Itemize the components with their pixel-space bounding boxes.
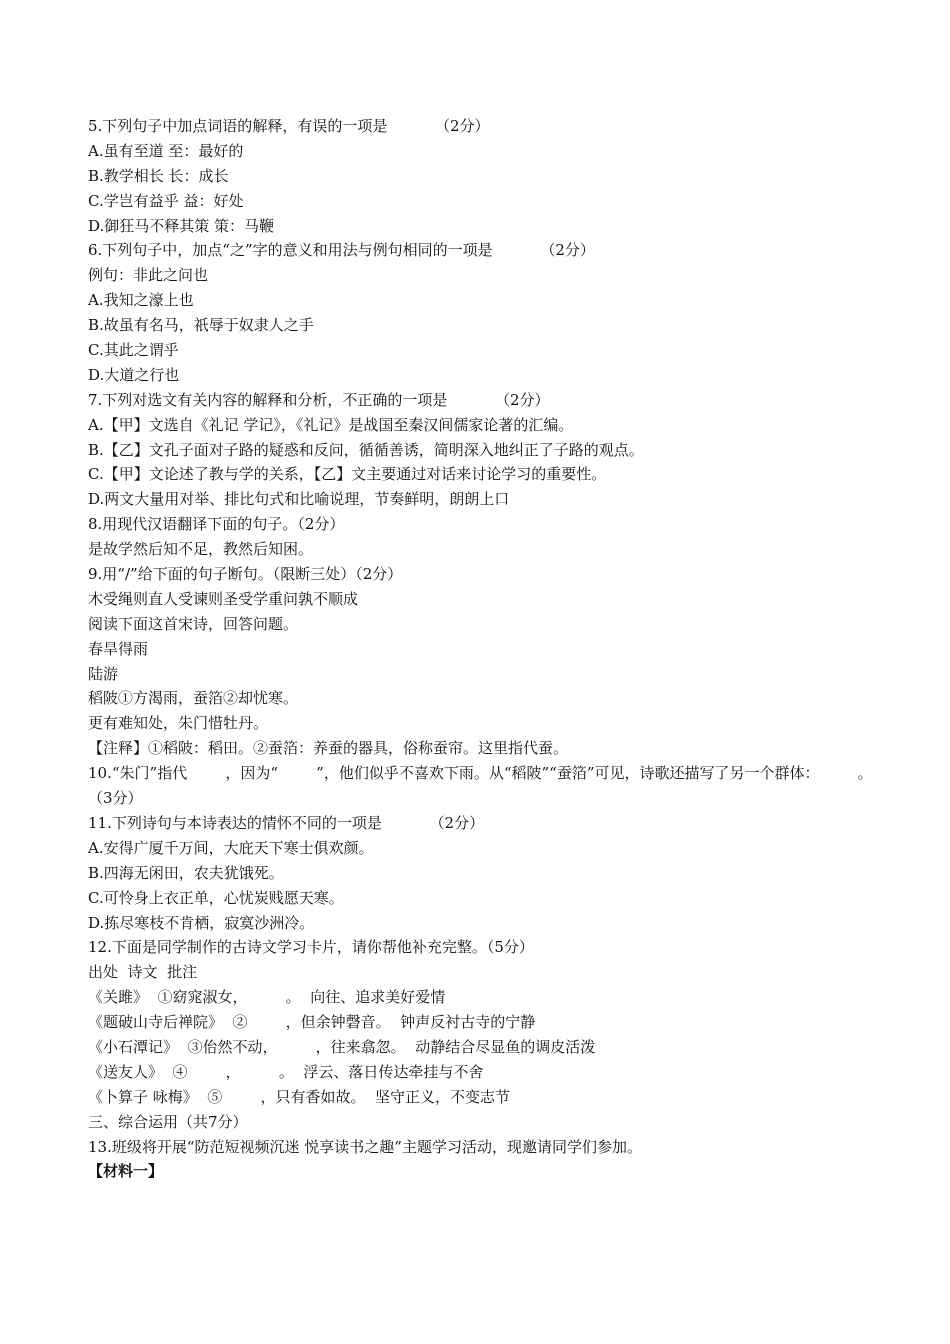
q6-option-a: A.我知之濠上也 (88, 291, 194, 310)
q6-option-d: D.大道之行也 (88, 365, 180, 384)
q6-option-c: C.其此之谓乎 (88, 341, 179, 360)
poem-title: 春旱得雨 (88, 639, 149, 658)
q11-option-a: A.安得广厦千万间，大庇天下寒士俱欢颜。 (88, 838, 374, 857)
exam-page (88, 114, 888, 1184)
q11-stem: 11.下列诗句与本诗表达的情怀不同的一项是 （2分） (88, 813, 485, 832)
q10-stem: 10.“朱门”指代 ，因为“ ”，他们似乎不喜欢下雨。从“稻陂”“蚕箔”可见，诗歌还描写了另一个群体： 。（3分） (88, 764, 873, 808)
section-three-title: 三、综合运用（共7分） (88, 1112, 248, 1131)
q5-option-c: C.学岂有益乎 益：好处 (88, 191, 244, 210)
q11-option-b: B.四海无闲田，农夫犹饿死。 (88, 863, 284, 882)
q5-option-d: D.御狂马不释其策 策：马鞭 (88, 216, 275, 235)
material-one-label: 【材料一】 (88, 1162, 164, 1181)
q12-card-row-3: 《小石潭记》 ③佁然不动， ，往来翕忽。 动静结合尽显鱼的调皮活泼 (88, 1037, 596, 1056)
q12-card-header: 出处 诗文 批注 (88, 963, 198, 982)
q13-stem: 13.班级将开展“防范短视频沉迷 悦享读书之趣”主题学习活动，现邀请同学们参加。 (88, 1137, 642, 1156)
q7-stem: 7.下列对选文有关内容的解释和分析，不正确的一项是 （2分） (88, 390, 550, 409)
q8-sentence: 是故学然后知不足，教然后知困。 (88, 540, 314, 559)
q11-option-d: D.拣尽寒枝不肯栖，寂寞沙洲冷。 (88, 913, 315, 932)
poem-intro: 阅读下面这首宋诗，回答问题。 (88, 614, 299, 633)
q6-example: 例句：非此之问也 (88, 266, 209, 285)
q9-sentence: 木受绳则直人受谏则圣受学重问孰不顺成 (88, 589, 359, 608)
q9-stem: 9.用“/”给下面的句子断句。（限断三处）（2分） (88, 565, 403, 584)
q5-option-a: A.虽有至道 至：最好的 (88, 141, 244, 160)
q12-stem: 12.下面是同学制作的古诗文学习卡片，请你帮他补充完整。（5分） (88, 938, 534, 957)
q12-card-row-5: 《卜算子 咏梅》 ⑤ ，只有香如故。 坚守正义，不变志节 (88, 1087, 510, 1106)
q5-stem: 5.下列句子中加点词语的解释，有误的一项是 （2分） (88, 117, 490, 135)
q12-card-row-1: 《关雎》 ①窈窕淑女， 。 向往、追求美好爱情 (88, 988, 446, 1007)
poem-line-2: 更有难知处，朱门惜牡丹。 (88, 714, 269, 733)
q12-card-row-2: 《题破山寺后禅院》 ② ，但余钟磬音。 钟声反衬古寺的宁静 (88, 1013, 536, 1032)
q6-option-b: B.故虽有名马，祇辱于奴隶人之手 (88, 316, 314, 335)
q7-option-b: B.【乙】文孔子面对子路的疑惑和反问，循循善诱，简明深入地纠正了子路的观点。 (88, 440, 644, 459)
q8-stem: 8.用现代汉语翻译下面的句子。（2分） (88, 515, 345, 534)
poem-author: 陆游 (88, 664, 119, 683)
poem-line-1: 稻陂①方渴雨，蚕箔②却忧寒。 (88, 689, 299, 708)
q5-option-b: B.教学相长 长：成长 (88, 166, 229, 185)
poem-annotation: 【注释】①稻陂：稻田。②蚕箔：养蚕的器具，俗称蚕帘。这里指代蚕。 (88, 739, 569, 758)
q7-option-c: C.【甲】文论述了教与学的关系，【乙】文主要通过对话来讨论学习的重要性。 (88, 465, 607, 484)
q7-option-a: A.【甲】文选自《礼记 学记》，《礼记》是战国至秦汉间儒家论著的汇编。 (88, 415, 574, 434)
q7-option-d: D.两文大量用对举、排比句式和比喻说理，节奏鲜明，朗朗上口 (88, 490, 510, 509)
q12-card-row-4: 《送友人》 ④ ， 。 浮云、落日传达牵挂与不舍 (88, 1062, 484, 1081)
q6-stem: 6.下列句子中，加点“之”字的意义和用法与例句相同的一项是 （2分） (88, 241, 595, 260)
q11-option-c: C.可怜身上衣正单，心忧炭贱愿天寒。 (88, 888, 344, 907)
